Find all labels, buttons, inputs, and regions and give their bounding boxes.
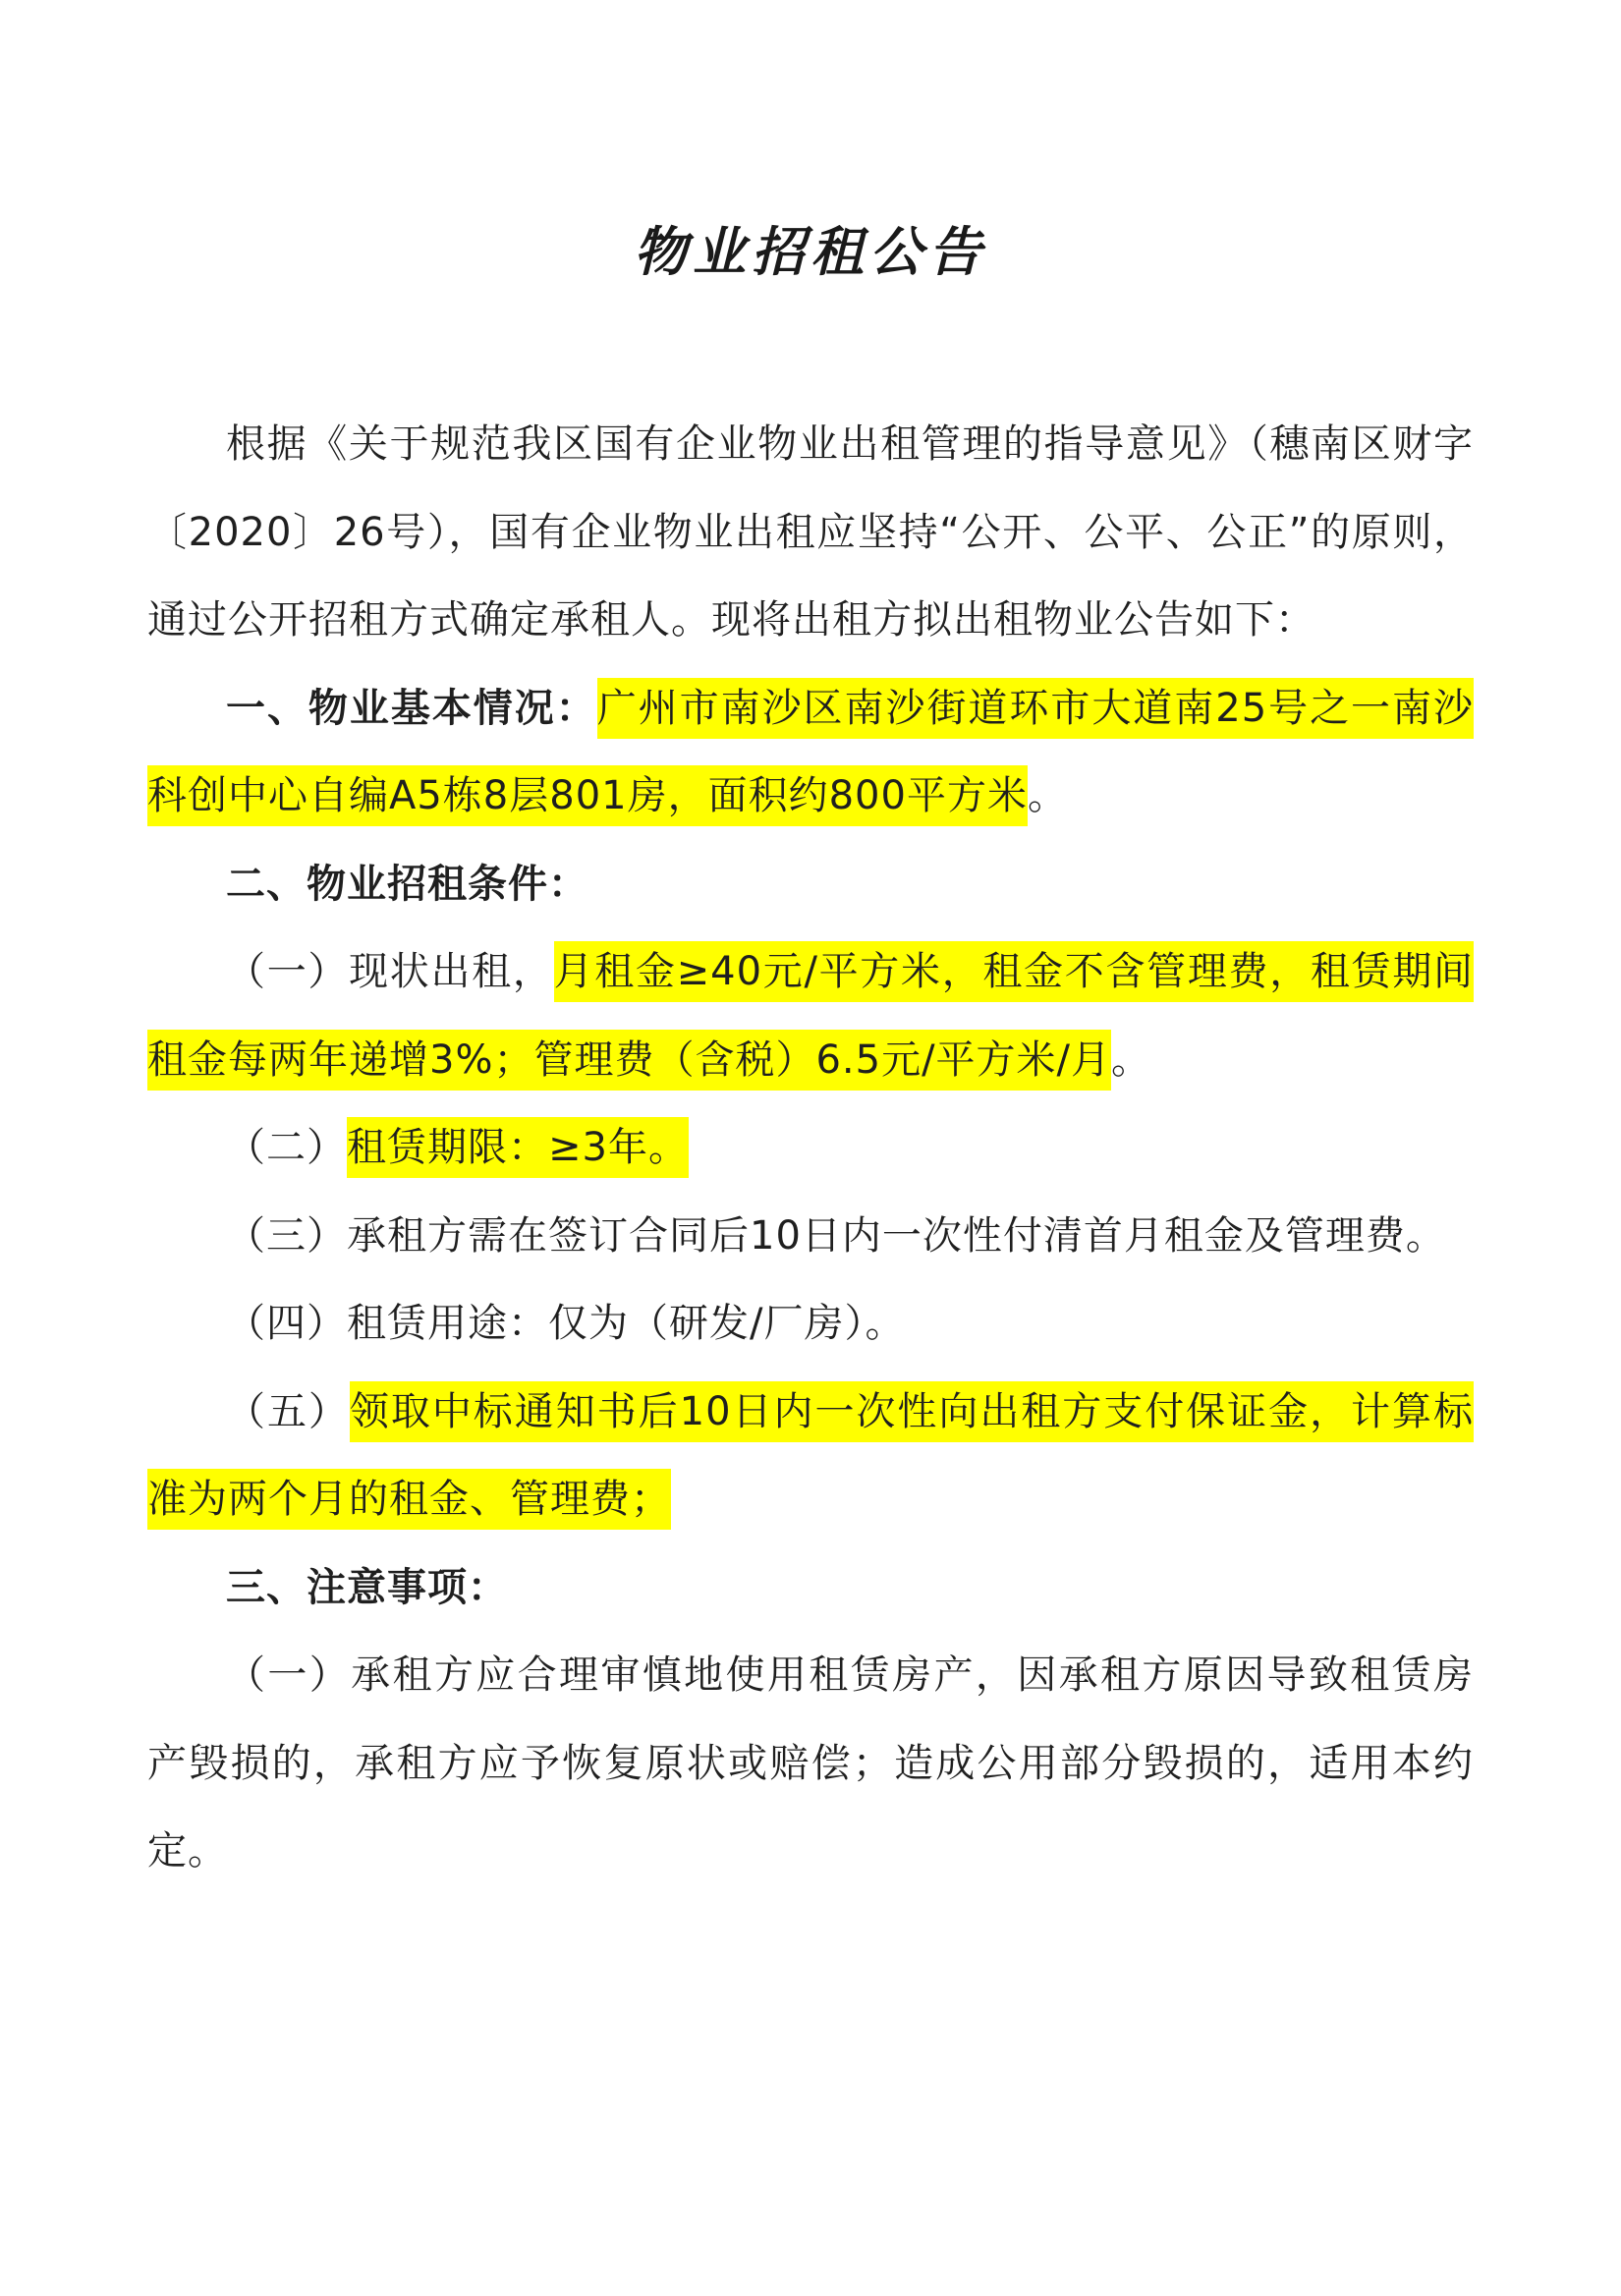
highlighted-text: 月租金≥40元/平方米，租金不含管理费，租赁期间租金每两年递增3%；管理费（含税）6.5元/平方米/月 xyxy=(147,941,1474,1091)
item-prefix: （二） xyxy=(226,1125,347,1170)
section-conditions-heading xyxy=(147,841,1474,929)
intro-paragraph: 根据《关于规范我区国有企业物业出租管理的指导意见》（穗南区财字〔2020〕26号），国有企业物业出租应坚持“公开、公平、公正”的原则，通过公开招租方式确定承租人。现将出租方拟出租物业公告如下： xyxy=(147,421,1474,643)
item-prefix: （一）现状出租， xyxy=(226,949,554,994)
punctuation: 。 xyxy=(1111,1036,1152,1083)
highlighted-text: 租赁期限：≥3年。 xyxy=(347,1117,689,1178)
item-prefix: （五） xyxy=(226,1388,350,1434)
section-heading: 一、物业基本情况： xyxy=(226,685,597,731)
condition-item-2 xyxy=(147,1104,1474,1193)
condition-item-5 xyxy=(147,1369,1474,1544)
condition-item-3: （三）承租方需在签订合同后10日内一次性付清首月租金及管理费。 xyxy=(226,1212,1446,1259)
section-heading: 三、注意事项： xyxy=(226,1564,508,1610)
highlighted-text: 广州市南沙区南沙街道环市大道南25号之一南沙科创中心自编A5栋8层801房，面积约800平方米 xyxy=(147,678,1474,827)
highlighted-text: 领取中标通知书后10日内一次性向出租方支付保证金，计算标准为两个月的租金、管理费； xyxy=(147,1381,1474,1531)
punctuation: 。 xyxy=(1027,773,1068,818)
section-basic-info xyxy=(147,665,1474,841)
document-body xyxy=(147,401,1474,1896)
condition-item-1 xyxy=(147,928,1474,1104)
document-title: 物业招租公告 xyxy=(634,220,987,283)
condition-item-4: （四）租赁用途：仅为（研发/厂房）。 xyxy=(226,1301,906,1346)
section-notes-heading xyxy=(147,1544,1474,1633)
section-heading: 二、物业招租条件： xyxy=(226,861,588,907)
notes-item-1: （一）承租方应合理审慎地使用租赁房产，因承租方原因导致租赁房产毁损的，承租方应予恢复原状或赔偿；造成公用部分毁损的，适用本约定。 xyxy=(147,1652,1474,1874)
